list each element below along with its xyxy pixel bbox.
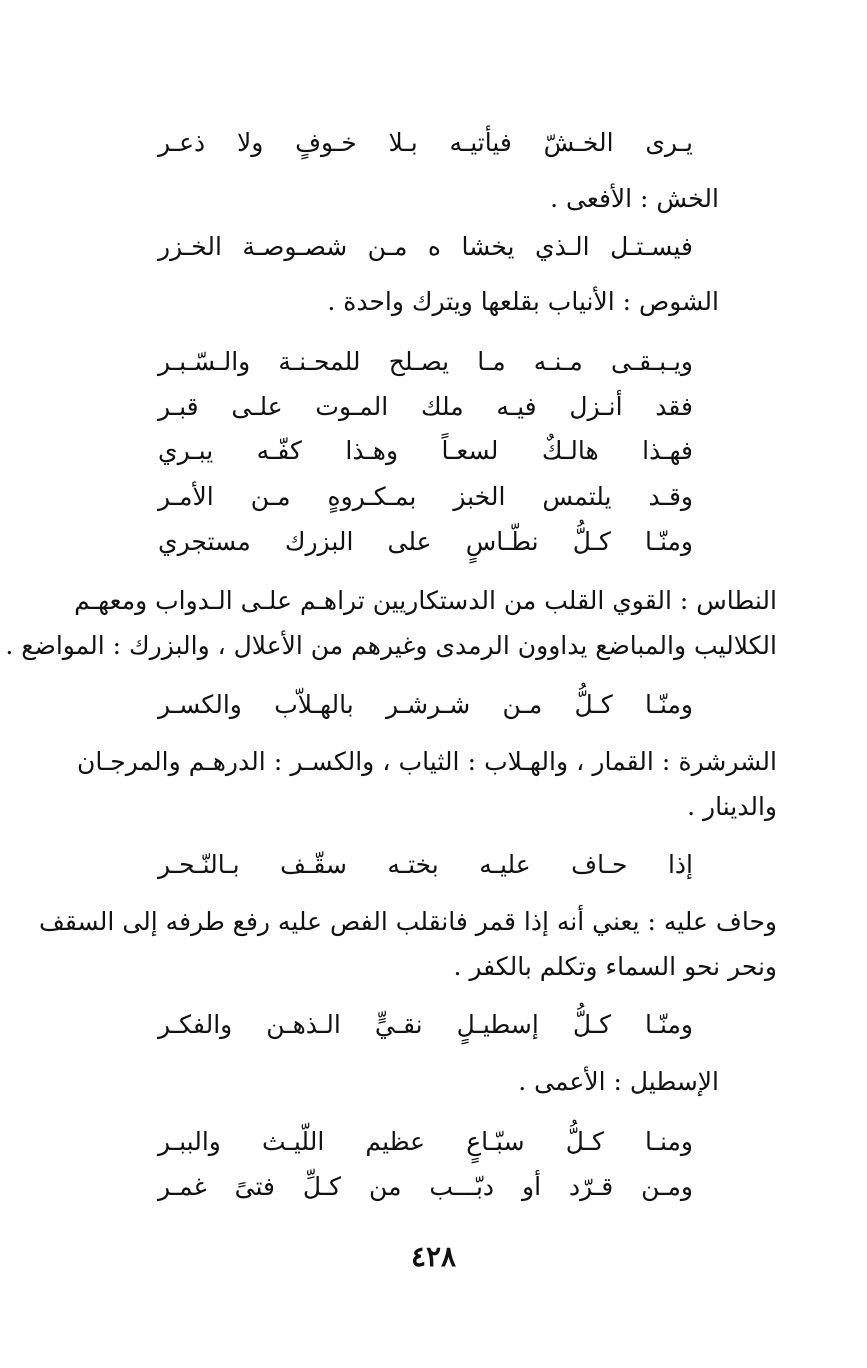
verse-line: إذا حـاف عليـه بختـه سقّـف بـالنّـحـر [158, 850, 693, 879]
verse-line: وقـد يلتمس الخبز بمـكـروهٍ مـن الأمـر [158, 482, 693, 511]
page-number: ٤٢٨ [410, 1240, 457, 1273]
prose-line: ونحر نحو السماء وتكلم بالكفر . [453, 952, 777, 981]
verse-line: ومنّـا كـلُّ نطّـاسٍ على البزرك مستجري [158, 527, 693, 556]
verse-line: يـرى الخـشّ فيأتيـه بـلا خـوفٍ ولا ذعـر [158, 128, 693, 157]
gloss-line: الشوص : الأنياب بقلعها ويترك واحدة . [327, 287, 719, 316]
verse-line: ومنّـا كـلُّ مـن شـرشـر بالهـلاّب والكسـر [158, 690, 693, 719]
verse-line: ومنـا كـلُّ سبّـاعٍ عظيم اللّيـث والببـر [158, 1127, 693, 1156]
verse-line: ومـن قـرّد أو دبّـــب من كـلِّ فتىً غمـر [158, 1172, 693, 1201]
verse-line: ومنّـا كـلُّ إسطيـلٍ نقـيٍّ الـذهـن والفكـر [158, 1010, 693, 1039]
verse-line: فهـذا هالـكٌ لسعـاً وهـذا كفّـه يبـري [158, 436, 693, 465]
prose-line: الكلاليب والمباضع يداوون الرمدى وغيرهم من الأعلال ، والبزرك : المواضع . [5, 631, 777, 660]
gloss-line: الإسطيل : الأعمى . [518, 1067, 719, 1096]
verse-line: فقد أنـزل فيـه ملك المـوت علـى قبـر [158, 392, 693, 421]
prose-line: النطاس : القوي القلب من الدستكاريين تراهـم علـى الـدواب ومعهـم [74, 586, 777, 615]
prose-line: وحاف عليه : يعني أنه إذا قمر فانقلب الفص عليه رفع طرفه إلى السقف [38, 907, 777, 936]
verse-line: ويـبـقـى مـنـه مـا يصـلح للمحـنـة والـسّـبـر [158, 347, 693, 376]
verse-line: فيسـتـل الـذي يخشا ه مـن شصـوصـة الخـزر [158, 232, 693, 261]
prose-line: الشرشرة : القمار ، والهـلاب : الثياب ، والكسـر : الدرهـم والمرجـان [77, 747, 777, 776]
gloss-line: الخش : الأفعى . [550, 184, 719, 213]
prose-line: والدينار . [687, 792, 777, 821]
